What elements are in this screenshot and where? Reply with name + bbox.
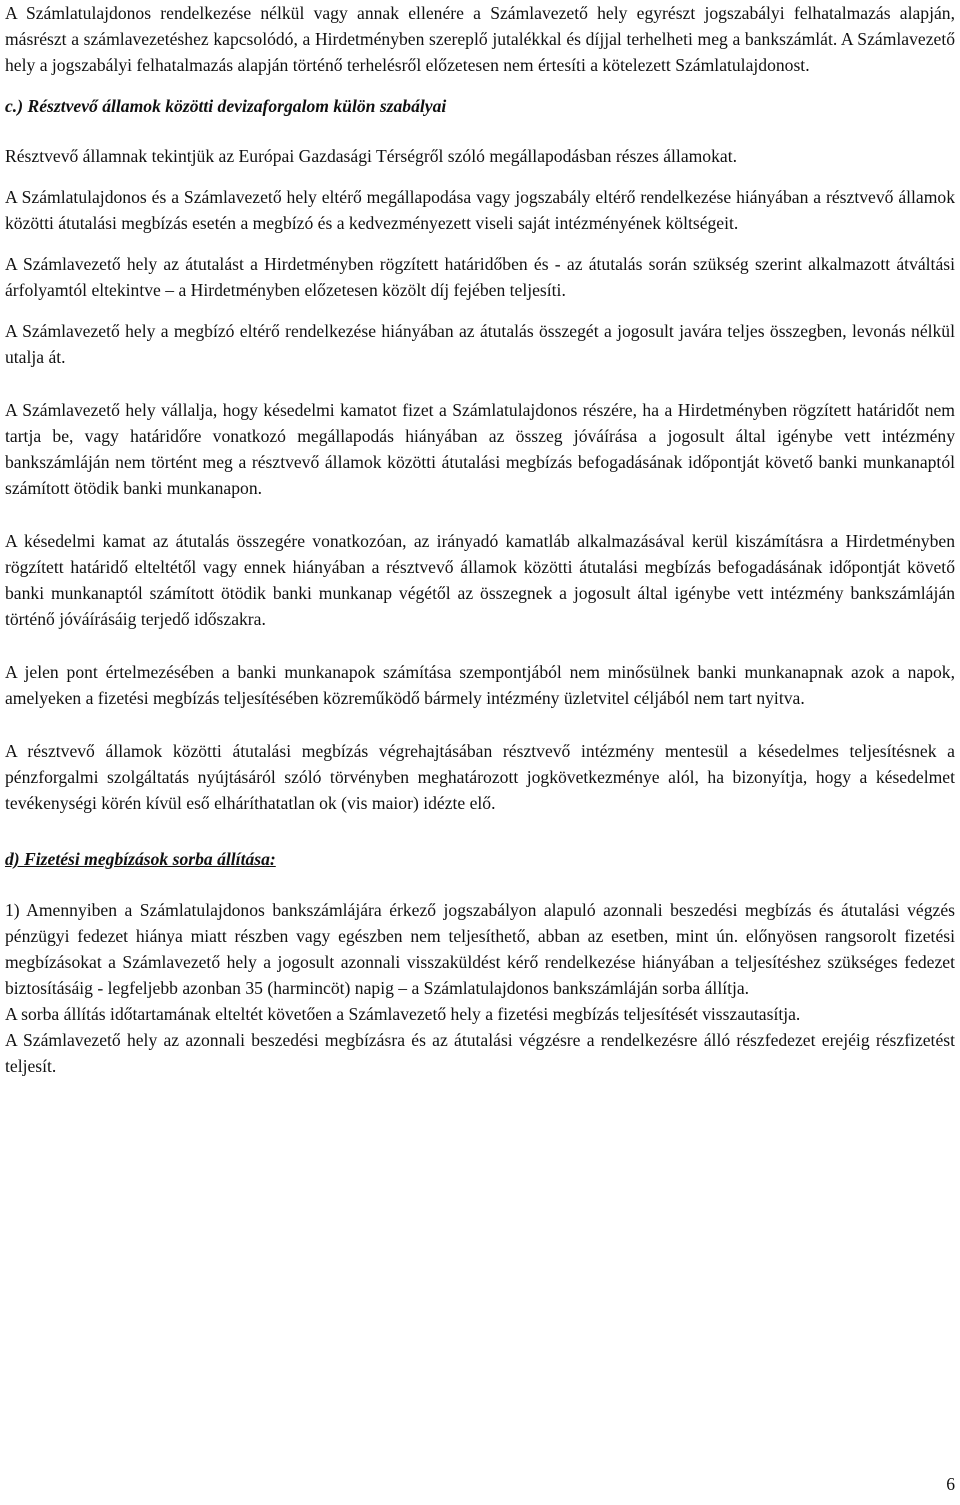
section-c-paragraph: A Számlavezető hely a megbízó eltérő rendelkezése hiányában az átutalás összegét a jogosult javára teljes összegben, levonás nélkül utalja át.: [5, 321, 955, 367]
section-c-paragraph: A jelen pont értelmezésében a banki munkanapok számítása szempontjából nem minősülnek banki munkanapnak azok a napok, amelyeken a fizetési megbízás teljesítésében közreműködő bármely intézmény üzletvitel céljából nem tart nyitva.: [5, 662, 955, 708]
section-c-heading: c.) Résztvevő államok közötti devizaforgalom külön szabályai: [5, 96, 447, 116]
section-c-paragraph: A késedelmi kamat az átutalás összegére vonatkozóan, az irányadó kamatláb alkalmazásával kerül kiszámításra a Hirdetményben rögzített határidő elteltétől vagy ennek hiányában a résztvevő államok közötti átutalási megbízás befogadásának időpontját követő banki munkanaptól számított ötödik banki munkanap végétől az összegnek a jogosult által igénybe vett intézmény bankszámláján történő jóváírásáig terjedő időszakra.: [5, 531, 955, 629]
section-d-paragraph: 1) Amennyiben a Számlatulajdonos bankszámlájára érkező jogszabályon alapuló azonnali beszedési megbízás és átutalási végzés pénzügyi fedezet hiánya miatt részben vagy egészben nem teljesíthető, abban az esetben, mint ún. előnyösen rangsorolt fizetési megbízásokat a Számlavezető hely a jogosult azonnali visszaküldést kérő rendelkezése hiányában a teljesítéshez szükséges fedezet biztosításáig - legfeljebb azonban 35 (harmincöt) napig – a Számlatulajdonos bankszámláján sorba állítja.: [5, 900, 955, 998]
section-d-paragraph: A Számlavezető hely az azonnali beszedési megbízásra és az átutalási végzésre a rendelkezésre álló részfedezet erejéig részfizetést teljesít.: [5, 1030, 955, 1076]
page-number: 6: [946, 1474, 955, 1494]
intro-paragraph: A Számlatulajdonos rendelkezése nélkül vagy annak ellenére a Számlavezető hely egyrészt jogszabályi felhatalmazás alapján, másrészt a számlavezetéshez kapcsolódó, a Hirdetményben szereplő jutalékkal és díjjal terhelheti meg a bankszámlát. A Számlavezető hely a jogszabályi felhatalmazás alapján történő terhelésről előzetesen nem értesíti a kötelezett Számlatulajdonost.: [5, 3, 955, 75]
section-d-heading-text: d) Fizetési megbízások sorba állítása:: [5, 849, 276, 869]
section-d-heading: [5, 846, 955, 872]
section-c-paragraph: A Számlavezető hely az átutalást a Hirdetményben rögzített határidőben és - az átutalás során szükség szerint alkalmazott átváltási árfolyamtól eltekintve – a Hirdetményben előzetesen közölt díj fejében teljesíti.: [5, 254, 955, 300]
section-c-paragraph: A Számlavezető hely vállalja, hogy késedelmi kamatot fizet a Számlatulajdonos részére, ha a Hirdetményben rögzített határidőt nem tartja be, vagy határidőre vonatkozó megállapodás hiányában az összeg jóváírása a jogosult által igénybe vett intézmény bankszámláján nem történt meg a résztvevő államok közötti átutalási megbízás befogadásának időpontját követő banki munkanaptól számított ötödik banki munkanapon.: [5, 400, 955, 498]
section-c-paragraph: A Számlatulajdonos és a Számlavezető hely eltérő megállapodása vagy jogszabály eltérő rendelkezése hiányában a résztvevő államok közötti átutalási megbízás esetén a megbízó és a kedvezményezett viseli saját intézményének költségeit.: [5, 187, 955, 233]
section-c-paragraph: A résztvevő államok közötti átutalási megbízás végrehajtásában résztvevő intézmény mentesül a késedelmes teljesítésnek a pénzforgalmi szolgáltatás nyújtásáról szóló törvényben meghatározott jogkövetkezménye alól, ha bizonyítja, hogy a késedelmet tevékenységi körén kívül eső elháríthatatlan ok (vis maior) idézte elő.: [5, 741, 955, 813]
section-d-paragraph: A sorba állítás időtartamának elteltét követően a Számlavezető hely a fizetési megbízás teljesítését visszautasítja.: [5, 1004, 801, 1024]
section-c-paragraph: Résztvevő államnak tekintjük az Európai Gazdasági Térségről szóló megállapodásban részes államokat.: [5, 146, 737, 166]
document-page: [5, 0, 955, 1079]
